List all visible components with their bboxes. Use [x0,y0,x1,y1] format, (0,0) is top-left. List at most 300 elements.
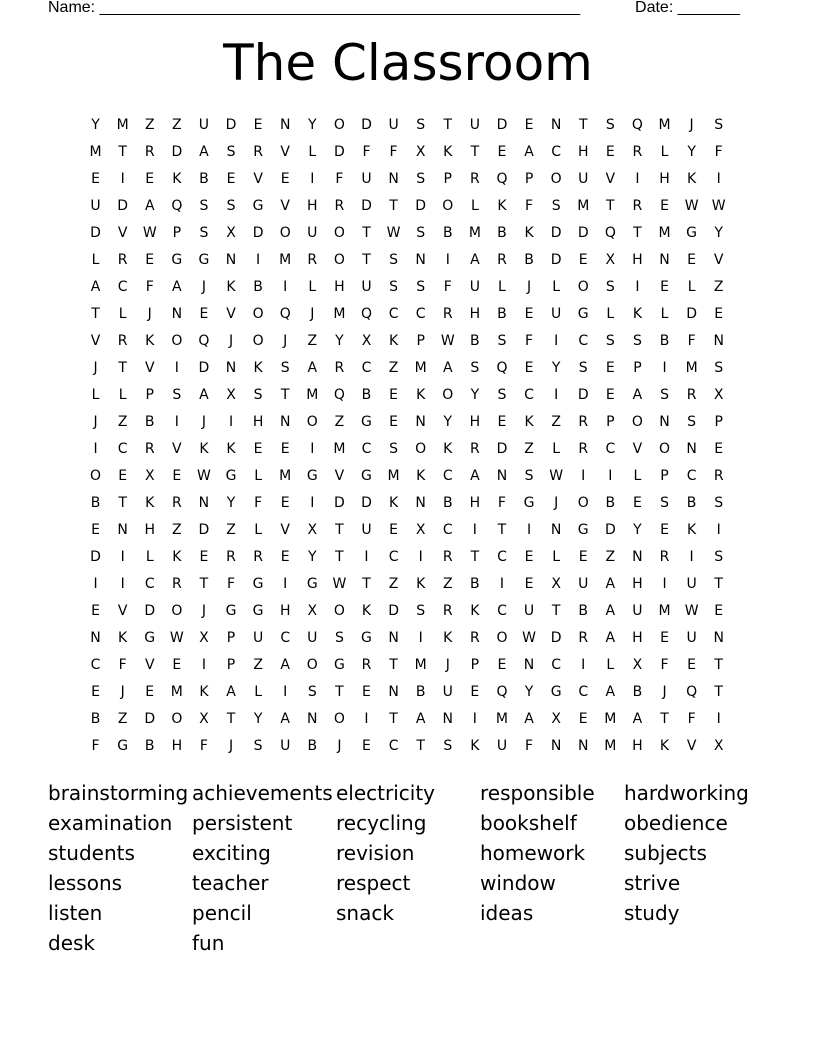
word-list-item: responsible [480,781,595,805]
grid-cell: D [90,224,101,241]
grid-cell: F [497,494,506,511]
grid-cell: L [145,548,154,565]
grid-cell: D [334,494,345,511]
grid-cell: I [174,413,179,430]
grid-cell: V [334,467,345,484]
grid-cell: G [523,494,535,511]
grid-cell: C [605,440,616,457]
grid-cell: T [389,710,398,727]
grid-cell: I [256,251,261,268]
grid-cell: V [144,656,155,673]
grid-cell: J [201,413,206,430]
grid-cell: V [117,224,128,241]
grid-cell: S [714,359,724,376]
grid-cell: W [142,224,157,241]
grid-cell: E [280,170,290,187]
grid-cell: I [283,575,288,592]
grid-cell: V [90,332,101,349]
grid-cell: D [225,116,237,133]
grid-cell: X [361,332,372,349]
grid-cell: T [443,116,453,133]
grid-cell: T [714,575,723,592]
grid-cell: G [252,197,264,214]
grid-cell: U [469,278,480,295]
grid-cell: O [306,413,318,430]
grid-cell: N [550,116,562,133]
grid-cell: D [361,116,372,133]
grid-cell: T [362,224,371,241]
grid-cell: X [307,602,318,619]
grid-cell: E [145,683,155,700]
grid-cell: I [608,467,613,484]
grid-cell: I [499,575,505,592]
grid-cell: F [687,710,696,727]
grid-cell: F [362,143,371,160]
grid-cell: M [306,386,319,403]
grid-cell: S [497,386,507,403]
grid-cell: J [93,359,98,376]
grid-cell: T [335,548,344,565]
word-list-item: obedience [624,811,728,835]
grid-cell: U [307,629,318,646]
word-list-item: electricity [336,781,436,805]
grid-cell: B [442,224,453,241]
grid-cell: S [307,683,317,700]
grid-cell: Q [631,116,643,133]
grid-cell: E [605,143,615,160]
grid-cell: N [279,413,291,430]
grid-cell: N [659,413,670,430]
grid-cell: W [386,224,401,241]
grid-cell: C [442,521,453,538]
grid-cell: D [361,494,372,511]
grid-cell: W [684,602,699,619]
grid-cell: S [416,224,426,241]
grid-cell: W [711,197,726,214]
grid-cell: Y [524,683,534,700]
grid-cell: E [660,521,669,538]
grid-cell: T [714,656,723,673]
grid-cell: X [144,467,155,484]
grid-cell: H [307,197,318,214]
grid-cell: F [687,332,696,349]
grid-cell: R [361,656,372,673]
grid-cell: Z [442,575,453,592]
grid-cell: T [470,548,480,565]
grid-cell: E [172,467,182,484]
grid-cell: O [577,494,589,511]
grid-cell: L [552,440,561,457]
grid-cell: B [361,386,372,403]
grid-cell: B [605,494,616,511]
grid-cell: O [252,305,264,322]
grid-cell: C [388,305,399,322]
grid-cell: M [279,251,292,268]
grid-cell: H [632,575,643,592]
grid-cell: T [91,305,100,322]
grid-cell: J [120,683,125,700]
grid-cell: F [118,656,127,673]
grid-cell: L [91,386,100,403]
grid-cell: I [662,359,667,376]
grid-cell: R [632,197,643,214]
grid-cell: C [578,683,589,700]
word-list-item: snack [336,901,394,925]
grid-cell: L [254,521,263,538]
grid-cell: R [632,143,643,160]
grid-cell: E [389,386,398,403]
grid-cell: P [633,359,642,376]
grid-cell: S [226,143,236,160]
grid-cell: D [415,197,427,214]
grid-cell: Z [172,116,182,133]
word-list-item: lessons [48,871,123,895]
grid-cell: A [199,386,209,403]
grid-cell: N [279,116,291,133]
header-row [48,0,740,19]
letter-grid [82,111,732,759]
grid-cell: E [714,305,724,322]
grid-cell: C [442,467,453,484]
grid-cell: R [713,467,724,484]
grid-cell: E [280,440,290,457]
grid-cell: K [388,494,399,511]
grid-cell: R [578,629,589,646]
grid-cell: N [225,359,237,376]
grid-cell: S [389,251,399,268]
grid-cell: I [310,440,315,457]
grid-cell: G [361,467,372,484]
grid-cell: X [226,224,236,241]
grid-cell: X [632,656,643,673]
grid-cell: K [524,224,534,241]
grid-cell: J [93,413,98,430]
grid-cell: K [443,440,453,457]
grid-cell: O [550,170,562,187]
grid-cell: V [280,521,290,538]
grid-cell: E [578,548,588,565]
grid-cell: E [362,683,371,700]
grid-cell: D [198,521,210,538]
grid-cell: M [685,359,698,376]
grid-cell: I [418,629,423,646]
grid-cell: I [93,575,98,592]
grid-cell: U [361,278,372,295]
grid-cell: L [470,197,479,214]
grid-cell: D [388,602,399,619]
grid-cell: F [254,494,263,511]
name-field-label: Name: ______________________________________________________ [48,0,581,16]
grid-cell: C [280,629,291,646]
grid-cell: G [577,305,589,322]
grid-cell: O [171,602,183,619]
grid-cell: H [171,737,183,754]
grid-cell: I [310,170,315,187]
grid-cell: H [279,602,291,619]
grid-cell: L [552,278,561,295]
grid-cell: L [633,467,642,484]
grid-cell: J [337,737,342,754]
grid-cell: S [687,413,697,430]
grid-cell: T [118,494,127,511]
grid-cell: G [333,656,345,673]
grid-cell: O [333,251,345,268]
grid-cell: U [523,602,535,619]
grid-cell: Q [496,170,508,187]
grid-cell: X [415,521,426,538]
grid-cell: Y [551,359,561,376]
grid-cell: Y [308,116,317,133]
grid-cell: E [362,737,371,754]
grid-cell: T [362,575,371,592]
grid-cell: O [631,413,643,430]
grid-cell: P [660,467,669,484]
grid-cell: N [713,629,724,646]
grid-cell: E [91,521,100,538]
grid-cell: S [443,737,453,754]
grid-cell: T [362,251,371,268]
grid-cell: X [605,251,616,268]
grid-cell: Q [604,224,616,241]
grid-cell: Z [307,332,318,349]
grid-cell: S [714,116,724,133]
grid-cell: B [470,332,480,349]
grid-cell: I [201,656,206,673]
grid-cell: R [253,143,263,160]
grid-cell: G [686,224,698,241]
grid-cell: R [117,332,128,349]
grid-cell: G [252,575,264,592]
grid-cell: I [445,251,450,268]
grid-cell: A [226,683,236,700]
grid-cell: D [144,710,156,727]
grid-cell: A [280,656,290,673]
grid-cell: Z [713,278,724,295]
grid-cell: U [388,116,399,133]
grid-cell: S [632,332,642,349]
grid-cell: S [389,278,399,295]
grid-cell: H [577,143,589,160]
grid-cell: B [90,494,101,511]
grid-cell: G [198,251,210,268]
grid-cell: Z [334,413,345,430]
grid-cell: S [172,386,182,403]
grid-cell: I [689,548,694,565]
grid-cell: S [416,116,426,133]
grid-cell: E [714,440,724,457]
grid-cell: I [228,413,234,430]
grid-cell: F [335,170,344,187]
grid-cell: E [389,521,398,538]
grid-cell: K [118,629,128,646]
grid-cell: V [117,602,128,619]
grid-cell: G [252,602,264,619]
grid-cell: R [469,170,480,187]
grid-cell: E [172,656,182,673]
grid-cell: T [606,197,615,214]
grid-cell: I [635,278,640,295]
grid-cell: E [145,251,155,268]
grid-cell: V [686,737,697,754]
grid-cell: U [307,224,318,241]
grid-cell: V [172,440,182,457]
grid-cell: H [334,278,345,295]
grid-cell: E [253,440,263,457]
grid-cell: C [524,386,534,403]
grid-cell: C [388,548,399,565]
grid-cell: H [632,737,643,754]
grid-cell: Y [335,332,344,349]
grid-cell: K [416,575,426,592]
grid-cell: T [335,521,344,538]
grid-cell: L [308,143,317,160]
grid-cell: E [91,683,100,700]
grid-cell: B [659,332,670,349]
grid-cell: M [658,602,671,619]
grid-cell: Z [524,440,534,457]
grid-cell: K [226,440,236,457]
word-list-item: homework [480,841,586,865]
grid-cell: S [605,116,615,133]
grid-cell: E [578,251,588,268]
grid-cell: Y [253,710,263,727]
grid-cell: F [145,278,154,295]
grid-cell: C [90,656,101,673]
grid-cell: E [91,170,100,187]
grid-cell: O [90,467,102,484]
grid-cell: X [713,737,724,754]
date-field-label: Date: _______ [635,0,740,16]
grid-cell: S [199,224,209,241]
grid-cell: L [118,386,127,403]
grid-cell: Y [91,116,100,133]
grid-cell: Z [117,710,128,727]
grid-cell: A [90,278,101,295]
grid-cell: D [577,386,589,403]
grid-cell: K [199,440,209,457]
grid-cell: O [577,278,589,295]
grid-cell: D [117,197,129,214]
grid-cell: B [144,413,155,430]
grid-cell: K [199,683,209,700]
word-list-item: study [624,901,680,925]
grid-cell: V [226,305,236,322]
grid-cell: H [469,494,481,511]
word-list-item: examination [48,811,173,835]
grid-cell: N [550,521,562,538]
grid-cell: Q [496,359,508,376]
grid-cell: E [687,251,697,268]
grid-cell: N [225,251,237,268]
grid-cell: R [117,251,128,268]
grid-cell: D [171,143,183,160]
grid-cell: E [91,602,100,619]
grid-cell: O [442,197,454,214]
word-list-item: fun [192,931,225,955]
grid-cell: D [144,602,156,619]
grid-cell: F [91,737,100,754]
grid-cell: V [144,359,155,376]
grid-cell: U [442,683,453,700]
grid-cell: Y [226,494,236,511]
grid-cell: T [226,710,236,727]
grid-cell: Z [226,521,236,538]
grid-cell: Q [171,197,183,214]
grid-cell: N [388,170,399,187]
grid-cell: J [310,305,315,322]
grid-cell: Z [388,575,399,592]
grid-cell: M [116,116,129,133]
grid-cell: N [686,440,697,457]
grid-cell: K [172,548,182,565]
grid-cell: I [418,548,423,565]
grid-cell: M [333,440,346,457]
grid-cell: S [660,494,669,511]
grid-cell: B [199,170,209,187]
grid-cell: S [334,629,344,646]
grid-cell: C [497,548,507,565]
grid-cell: K [145,494,155,511]
grid-cell: R [578,440,589,457]
grid-cell: E [660,629,669,646]
grid-cell: Z [172,521,182,538]
grid-cell: R [144,143,155,160]
grid-cell: S [714,548,724,565]
grid-cell: T [389,197,398,214]
grid-cell: Q [279,305,291,322]
grid-cell: D [550,251,562,268]
grid-cell: I [364,710,369,727]
grid-cell: T [199,575,209,592]
grid-cell: K [470,737,480,754]
grid-cell: N [577,737,589,754]
grid-cell: I [283,278,288,295]
grid-cell: C [361,440,372,457]
grid-cell: M [170,683,183,700]
word-list-item: hardworking [624,781,749,805]
grid-cell: O [306,656,318,673]
grid-cell: D [334,143,345,160]
grid-cell: G [306,467,318,484]
grid-cell: T [416,737,425,754]
grid-cell: G [577,521,589,538]
grid-cell: C [551,656,562,673]
grid-cell: E [253,116,263,133]
word-list-item: subjects [624,841,707,865]
word-list-item: ideas [480,901,534,925]
grid-cell: U [90,197,101,214]
grid-cell: Q [333,386,345,403]
grid-cell: M [414,359,427,376]
grid-cell: U [686,629,697,646]
grid-cell: K [470,602,480,619]
grid-cell: L [687,278,696,295]
grid-cell: B [470,575,480,592]
grid-cell: R [171,494,182,511]
grid-cell: P [226,656,236,673]
grid-cell: X [199,710,209,727]
grid-cell: S [470,359,480,376]
grid-cell: S [578,359,588,376]
grid-cell: T [470,143,480,160]
grid-cell: I [581,656,586,673]
grid-cell: E [660,278,669,295]
grid-cell: B [415,683,426,700]
grid-cell: E [714,602,724,619]
grid-cell: C [686,467,697,484]
grid-cell: R [171,575,182,592]
grid-cell: H [252,413,264,430]
